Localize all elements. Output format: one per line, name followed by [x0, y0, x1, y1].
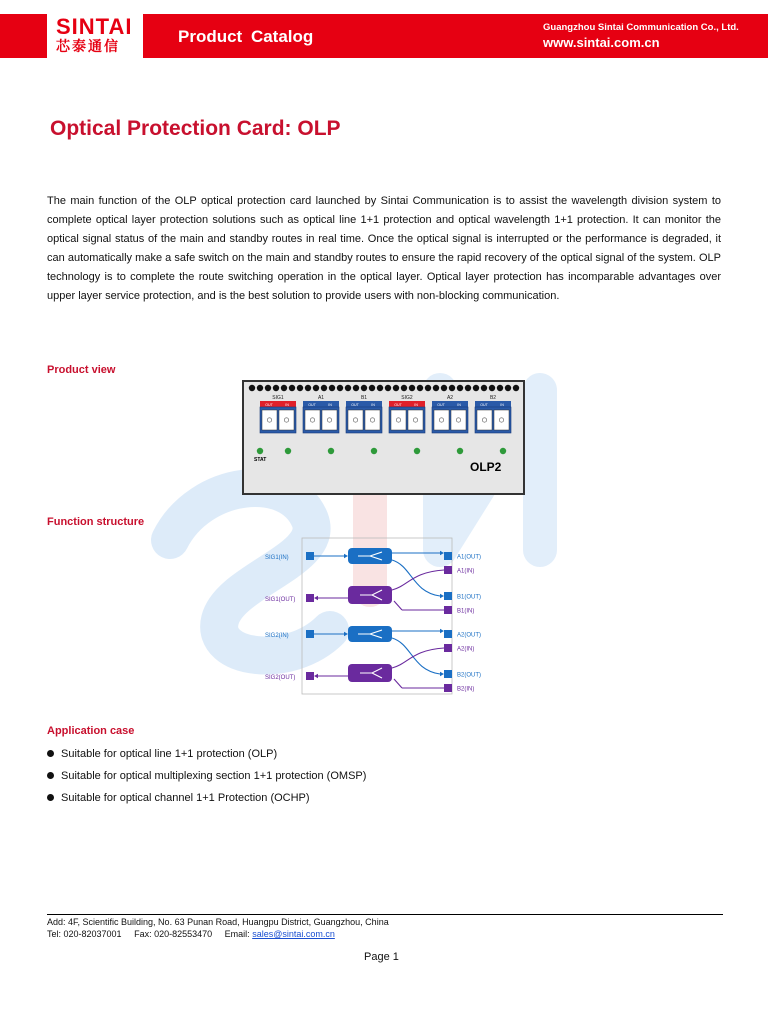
- logo-text-en: SINTAI: [56, 14, 133, 39]
- status-led: [500, 448, 506, 454]
- rivet: [441, 385, 447, 391]
- footer-email-link[interactable]: sales@sintai.com.cn: [252, 929, 335, 939]
- rivet: [369, 385, 375, 391]
- rivet: [313, 385, 319, 391]
- left-port-label: SIG1(OUT): [265, 597, 296, 603]
- port-socket: [365, 410, 380, 430]
- list-item: [47, 746, 366, 768]
- port-square: [306, 552, 314, 560]
- status-led: [257, 448, 263, 454]
- model-label: OLP2: [470, 460, 502, 474]
- rivet: [257, 385, 263, 391]
- port-square: [306, 630, 314, 638]
- port-out-label: OUT: [480, 402, 488, 407]
- arrow-head: [440, 594, 444, 598]
- status-led: [285, 448, 291, 454]
- bullet-icon: [47, 794, 54, 801]
- company-name: Guangzhou Sintai Communication Co., Ltd.: [543, 22, 739, 33]
- port-socket: [305, 410, 320, 430]
- rivet: [417, 385, 423, 391]
- signal-line: [394, 601, 402, 610]
- signal-line: [394, 679, 402, 688]
- rivet: [353, 385, 359, 391]
- port-socket: [348, 410, 363, 430]
- left-port-label: SIG2(IN): [265, 633, 289, 639]
- right-port-label: A2(OUT): [457, 632, 481, 639]
- rivet: [505, 385, 511, 391]
- bullet-icon: [47, 772, 54, 779]
- port-label: SIG1: [272, 395, 284, 401]
- port-out-label: OUT: [437, 402, 445, 407]
- port-socket: [494, 410, 509, 430]
- status-led: [414, 448, 420, 454]
- signal-line: [392, 570, 444, 590]
- rivet: [305, 385, 311, 391]
- right-port-label: B2(OUT): [457, 672, 481, 679]
- footer-address: Add: 4F, Scientific Building, No. 63 Punan Road, Huangpu District, Guangzhou, China: [47, 917, 389, 927]
- port-socket: [322, 410, 337, 430]
- section-heading-product-view: Product view: [47, 364, 116, 376]
- left-port-label: SIG2(OUT): [265, 675, 296, 681]
- rivet: [449, 385, 455, 391]
- footer-email-label: Email:: [224, 929, 250, 939]
- application-text: Suitable for optical line 1+1 protection (OLP): [61, 748, 278, 760]
- list-item: [47, 768, 366, 790]
- footer-divider: [47, 914, 723, 915]
- port-label: B2: [489, 395, 497, 401]
- rivet: [345, 385, 351, 391]
- rivet: [321, 385, 327, 391]
- rivet: [489, 385, 495, 391]
- status-led: [328, 448, 334, 454]
- port-square: [444, 644, 452, 652]
- diagram-body: [265, 548, 481, 693]
- rivet: [473, 385, 479, 391]
- port-square: [444, 684, 452, 692]
- port-socket: [434, 410, 449, 430]
- port-out-label: OUT: [265, 402, 273, 407]
- port-label: SIG2: [401, 395, 413, 401]
- rivet: [361, 385, 367, 391]
- rivet: [513, 385, 519, 391]
- status-led: [457, 448, 463, 454]
- arrow-head: [314, 596, 318, 600]
- logo-text-cn: 芯泰通信: [56, 38, 120, 54]
- bullet-icon: [47, 750, 54, 757]
- rivet: [409, 385, 415, 391]
- port-label: A1: [317, 395, 325, 401]
- rivet: [289, 385, 295, 391]
- arrow-head: [344, 554, 348, 558]
- catalog-title: Product Catalog: [178, 27, 314, 46]
- rivet: [297, 385, 303, 391]
- function-structure-diagram: [262, 536, 512, 696]
- port-in-label: IN: [285, 402, 289, 407]
- port-in-label: IN: [457, 402, 461, 407]
- port-square: [444, 670, 452, 678]
- port-in-label: IN: [328, 402, 332, 407]
- footer-tel: Tel: 020-82037001: [47, 929, 122, 939]
- rivet: [425, 385, 431, 391]
- port-in-label: IN: [414, 402, 418, 407]
- port-square: [444, 592, 452, 600]
- port-square: [444, 606, 452, 614]
- port-square: [444, 630, 452, 638]
- port-label: B1: [360, 395, 368, 401]
- intro-paragraph: The main function of the OLP optical protection card launched by Sintai Communication is to assist the wavelength division system to complete optical layer protection solutions such as optical line 1+1 protection and optical wavelength 1+1 protection. It can monitor the optical signal status of the main and standby routes in real time. Once the optical signal is interrupted or the performance is degraded, it can automatically make a safe switch on the main and standby routes to ensure the rapid recovery of the optical signal of the system. OLP technology is to complete the route switching operation in the optical layer. Optical layer protection has incomparable advantages over upper layer service protection, and is the best solution to provide users with non-blocking communication.: [47, 195, 721, 302]
- port-socket: [408, 410, 423, 430]
- application-text: Suitable for optical channel 1+1 Protection (OCHP): [61, 792, 310, 804]
- signal-line: [392, 648, 444, 668]
- right-port-label: B1(IN): [457, 608, 475, 615]
- stat-label: STAT: [254, 457, 267, 463]
- port-socket: [262, 410, 277, 430]
- protection-block: [265, 626, 481, 693]
- rivet: [281, 385, 287, 391]
- port-socket: [279, 410, 294, 430]
- port-in-label: IN: [371, 402, 375, 407]
- right-port-label: A1(IN): [457, 568, 475, 575]
- rivet: [337, 385, 343, 391]
- rivet: [393, 385, 399, 391]
- port-out-label: OUT: [394, 402, 402, 407]
- company-website: www.sintai.com.cn: [543, 35, 660, 50]
- port-in-label: IN: [500, 402, 504, 407]
- right-port-label: B1(OUT): [457, 594, 481, 601]
- port-square: [306, 594, 314, 602]
- arrow-head: [440, 629, 444, 633]
- status-led: [371, 448, 377, 454]
- list-item: [47, 790, 366, 812]
- signal-line: [392, 560, 440, 596]
- protection-block: [265, 548, 481, 615]
- right-port-label: A2(IN): [457, 646, 475, 653]
- application-list: [47, 746, 366, 812]
- port-out-label: OUT: [308, 402, 316, 407]
- right-port-label: B2(IN): [457, 686, 475, 693]
- section-heading-function-structure: Function structure: [47, 516, 145, 528]
- rivet: [457, 385, 463, 391]
- rivet: [497, 385, 503, 391]
- rivet: [433, 385, 439, 391]
- rivet: [401, 385, 407, 391]
- rivet: [273, 385, 279, 391]
- arrow-head: [440, 551, 444, 555]
- footer-fax: Fax: 020-82553470: [134, 929, 213, 939]
- rivet: [249, 385, 255, 391]
- rivet: [481, 385, 487, 391]
- port-socket: [391, 410, 406, 430]
- rivet: [265, 385, 271, 391]
- footer-contact: [47, 929, 335, 939]
- page-number: Page 1: [364, 951, 399, 963]
- arrow-head: [440, 672, 444, 676]
- left-port-label: SIG1(IN): [265, 555, 289, 561]
- port-square: [444, 552, 452, 560]
- port-socket: [477, 410, 492, 430]
- rivet: [465, 385, 471, 391]
- port-label: A2: [446, 395, 454, 401]
- right-port-label: A1(OUT): [457, 554, 481, 561]
- signal-line: [392, 638, 440, 674]
- arrow-head: [314, 674, 318, 678]
- section-heading-application-case: Application case: [47, 725, 135, 737]
- rivet: [329, 385, 335, 391]
- page-title: Optical Protection Card: OLP: [50, 117, 341, 140]
- application-text: Suitable for optical multiplexing section 1+1 protection (OMSP): [61, 770, 367, 782]
- rivet: [377, 385, 383, 391]
- port-out-label: OUT: [351, 402, 359, 407]
- rivet: [385, 385, 391, 391]
- arrow-head: [344, 632, 348, 636]
- port-square: [306, 672, 314, 680]
- product-panel-image: [242, 380, 525, 495]
- port-square: [444, 566, 452, 574]
- port-socket: [451, 410, 466, 430]
